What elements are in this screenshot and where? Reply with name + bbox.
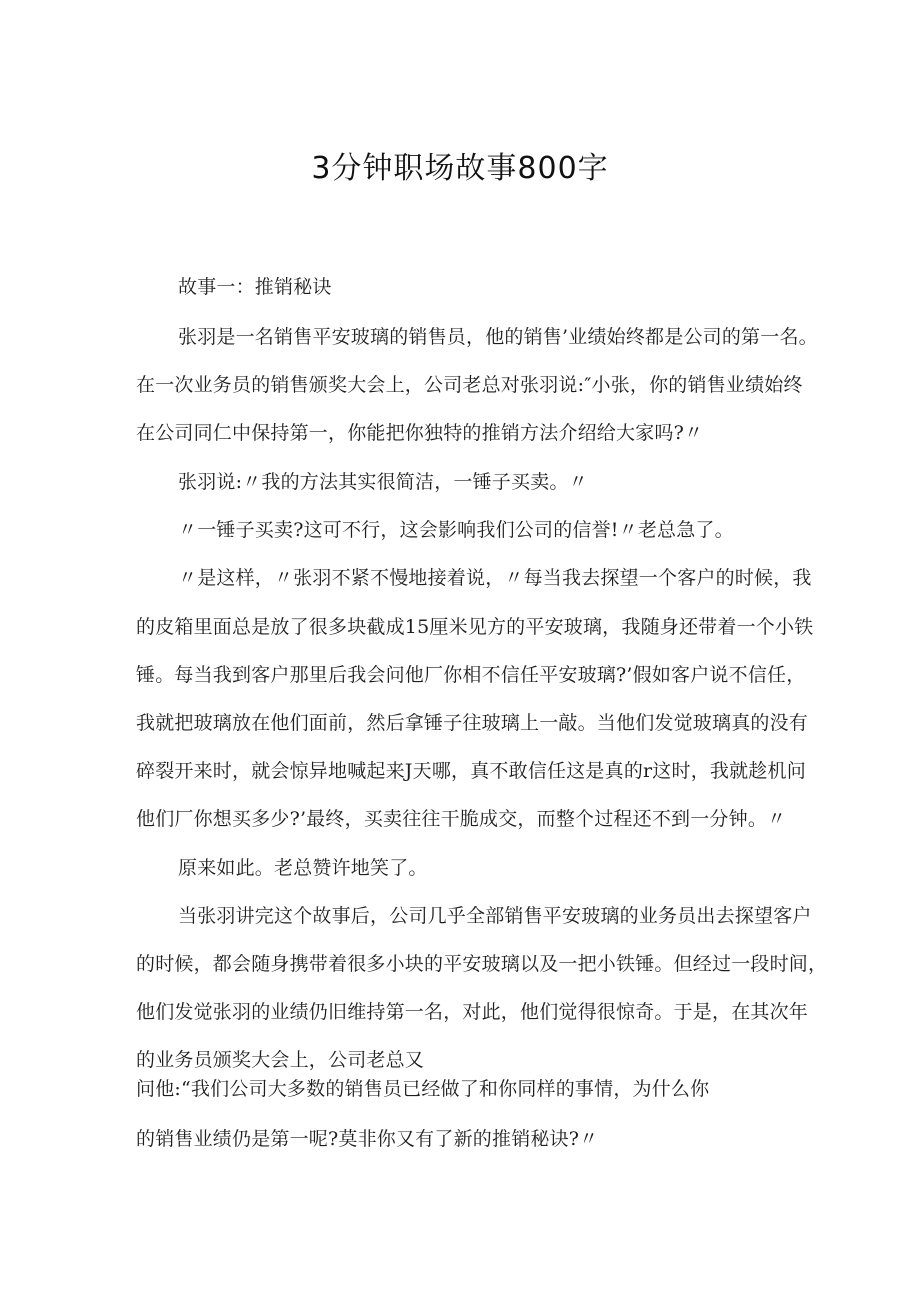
paragraph-line: 问他:“我们公司大多数的销售员已经做了和你同样的事情，为什么你 [136,1078,710,1100]
paragraph-line: 的皮箱里面总是放了很多块截成15厘米见方的平安玻璃，我随身还带着一个小铁 [136,616,814,638]
paragraph-line: 张羽说:〃我的方法其实很简洁，一锤子买卖。〃 [178,471,588,493]
section-heading: 故事一：推销秘诀 [178,276,332,298]
paragraph-line: 张羽是一名销售平安玻璃的销售员，他的销售’业绩始终都是公司的第一名。 [178,326,818,348]
paragraph-line: 的业务员颁奖大会上，公司老总又 [136,1049,425,1071]
paragraph-line: 的销售业绩仍是第一呢?莫非你又有了新的推销秘诀?〃 [136,1128,599,1150]
paragraph-line: 他们厂你想买多少?’最终，买卖往往干脆成交，而整个过程还不到一分钟。〃 [136,808,787,830]
paragraph-line: 在公司同仁中保持第一，你能把你独特的推销方法介绍给大家吗?〃 [136,422,704,444]
paragraph-line: 当张羽讲完这个故事后，公司几乎全部销售平安玻璃的业务员出去探望客户 [178,905,812,927]
paragraph-line: 碎裂开来时，就会惊异地喊起来J天哪，真不敢信任这是真的r这时，我就趁机问 [136,760,806,782]
document-title: 3分钟职场故事800字 [311,151,609,186]
paragraph-line: 我就把玻璃放在他们面前，然后拿锤子往玻璃上一敲。当他们发觉玻璃真的没有 [136,712,809,734]
paragraph-line: 的时候，都会随身携带着很多小块的平安玻璃以及一把小铁锤。但经过一段时间， [136,953,828,975]
paragraph-line: 原来如此。老总赞许地笑了。 [178,857,428,879]
paragraph-line: 〃是这样，〃张羽不紧不慢地接着说，〃每当我去探望一个客户的时候，我 [178,567,812,589]
paragraph-line: 〃一锤子买卖?这可不行，这会影响我们公司的信誉!〃老总急了。 [178,519,734,541]
paragraph-line: 锤。每当我到客户那里后我会问他厂你相不信任平安玻璃?’假如客户说不信任， [136,664,806,686]
paragraph-line: 在一次业务员的销售颁奖大会上，公司老总对张羽说:″小张，你的销售业绩始终 [136,374,803,396]
paragraph-line: 他们发觉张羽的业绩仍旧维持第一名，对此，他们觉得很惊奇。于是，在其次年 [136,1001,809,1023]
